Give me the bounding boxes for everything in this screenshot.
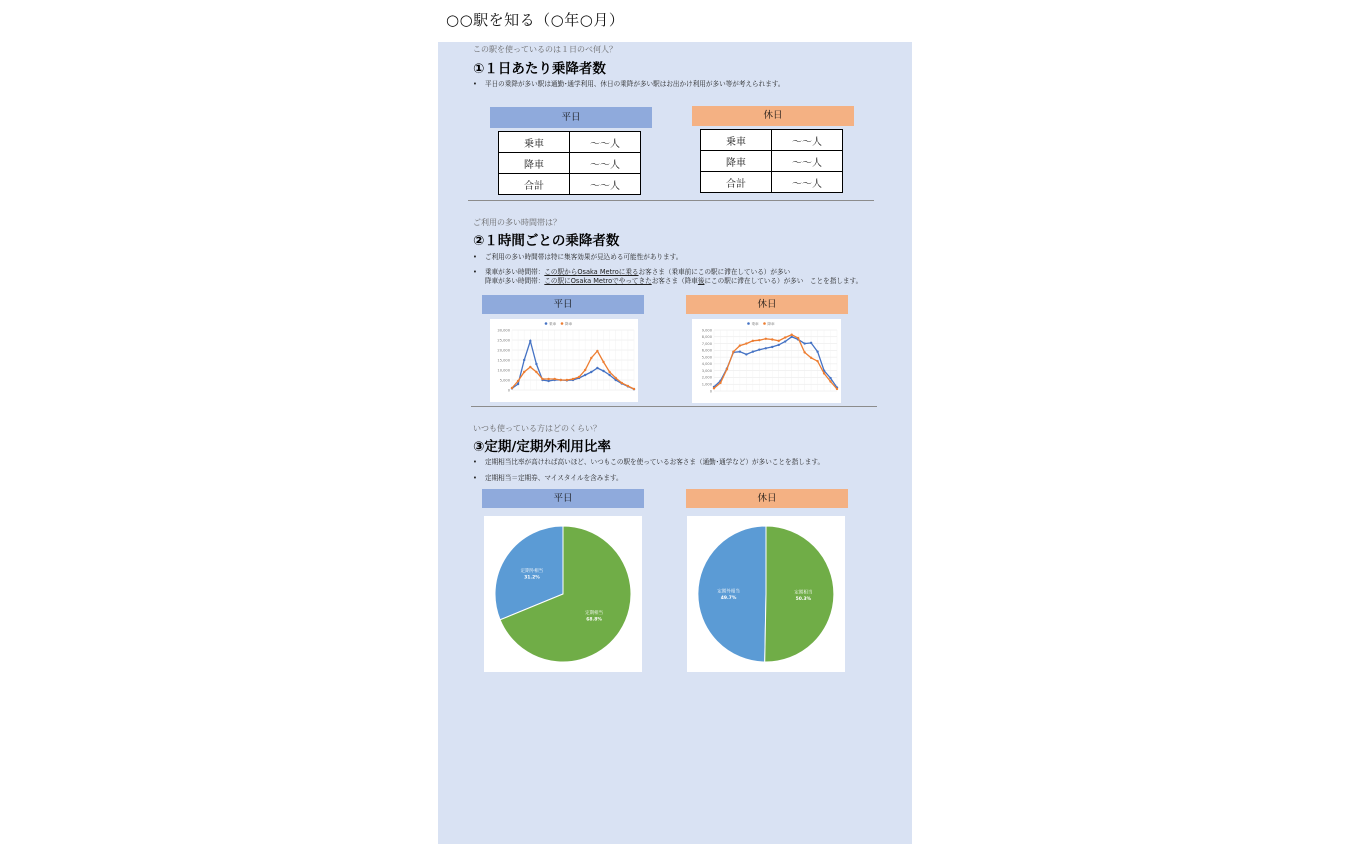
data-point — [778, 344, 780, 346]
data-point — [752, 350, 754, 352]
data-point — [584, 374, 586, 376]
data-point — [602, 370, 604, 372]
data-point — [739, 344, 741, 346]
holiday-line-chart — [692, 319, 841, 403]
table-row — [701, 151, 843, 172]
data-point — [584, 369, 586, 371]
row-value: ～～人 — [570, 132, 641, 153]
holiday-pie-chart — [687, 516, 845, 672]
section3-weekday-band: 平日 — [482, 489, 644, 508]
y-tick-label: 5,000 — [701, 355, 712, 360]
data-point — [823, 372, 825, 374]
legend-marker — [561, 322, 564, 325]
data-point — [816, 360, 818, 362]
row-label: 合計 — [701, 172, 772, 193]
data-point — [713, 387, 715, 389]
section2-question: ご利用の多い時間帯は？ — [473, 218, 561, 227]
y-tick-label: 25,000 — [497, 338, 510, 343]
y-tick-label: 2,000 — [701, 375, 712, 380]
table-row — [499, 132, 641, 153]
slice-name-label: 定期外相当 — [520, 569, 544, 575]
data-point — [615, 377, 617, 379]
section1-bullet: • 平日の乗降が多い駅は通勤･通学利用、休日の乗降が多い駅はお出かけ利用が多い等が考えられます。 — [473, 80, 785, 88]
data-point — [529, 366, 531, 368]
data-point — [797, 337, 799, 339]
data-point — [566, 379, 568, 381]
data-point — [523, 359, 525, 361]
data-point — [517, 383, 519, 385]
legend-marker — [545, 322, 548, 325]
data-point — [554, 378, 556, 380]
slice-value-label: 68.8% — [586, 617, 602, 623]
section-divider — [471, 406, 877, 407]
data-point — [784, 340, 786, 342]
row-label: 乗車 — [701, 130, 772, 151]
data-point — [596, 367, 598, 369]
data-point — [739, 350, 741, 352]
weekday-line-chart — [490, 319, 638, 402]
data-point — [758, 339, 760, 341]
data-point — [511, 387, 513, 389]
section2-bullet2: • 乗車が多い時間帯：この駅からOsaka Metroに乗るお客さま（乗車前にこの駅に滞在している）が多い — [473, 268, 791, 276]
data-point — [517, 380, 519, 382]
y-tick-label: 8,000 — [701, 335, 712, 340]
row-label: 降車 — [701, 151, 772, 172]
section2-holiday-band: 休日 — [686, 295, 848, 314]
table-row — [701, 130, 843, 151]
data-point — [836, 388, 838, 390]
section1-holiday-band: 休日 — [692, 106, 854, 126]
y-tick-label: 9,000 — [701, 328, 712, 333]
data-point — [608, 371, 610, 373]
table-row — [499, 153, 641, 174]
section3-bullet1: • 定期相当比率が高ければ高いほど、いつもこの駅を使っているお客さま（通勤･通学など）が多いことを指します。 — [473, 458, 825, 466]
holiday-count-table — [700, 129, 843, 193]
slice-value-label: 31.2% — [524, 575, 540, 581]
data-point — [590, 357, 592, 359]
data-point — [765, 338, 767, 340]
section3-question: いつも使っている方はどのくらい？ — [473, 424, 601, 433]
y-tick-label: 10,000 — [497, 368, 510, 373]
data-point — [829, 377, 831, 379]
document-page — [438, 0, 912, 844]
data-point — [778, 340, 780, 342]
data-point — [608, 374, 610, 376]
section3-bullet2: • 定期相当＝定期券、マイスタイルを含みます。 — [473, 474, 623, 482]
title-bar — [438, 0, 912, 42]
y-tick-label: 6,000 — [701, 348, 712, 353]
weekday-pie-chart — [484, 516, 642, 672]
data-point — [810, 342, 812, 344]
slice-name-label: 定期相当 — [794, 590, 813, 596]
data-point — [621, 382, 623, 384]
row-value: ～～人 — [772, 130, 843, 151]
data-point — [547, 378, 549, 380]
legend-marker — [747, 322, 750, 325]
data-point — [810, 357, 812, 359]
page-title: ○○駅を知る（○年○月） — [446, 11, 625, 29]
data-point — [784, 336, 786, 338]
data-point — [541, 378, 543, 380]
data-point — [633, 388, 635, 390]
data-point — [771, 346, 773, 348]
section-divider — [468, 200, 874, 201]
data-point — [765, 347, 767, 349]
weekday-count-table — [498, 131, 641, 195]
slice-value-label: 50.3% — [795, 596, 812, 602]
section1-heading: ①１日あたり乗降者数 — [473, 61, 606, 77]
data-point — [752, 340, 754, 342]
data-point — [535, 363, 537, 365]
data-point — [572, 378, 574, 380]
y-tick-label: 4,000 — [701, 362, 712, 367]
data-point — [790, 334, 792, 336]
row-value: ～～人 — [772, 151, 843, 172]
section1-question: この駅を使っているのは１日のべ何人？ — [473, 45, 617, 54]
table-row — [499, 174, 641, 195]
data-point — [719, 382, 721, 384]
row-value: ～～人 — [772, 172, 843, 193]
row-label: 降車 — [499, 153, 570, 174]
slice-name-label: 定期外相当 — [717, 589, 740, 595]
legend-label: 乗車 — [549, 321, 557, 326]
section2-bullet1: • ご利用の多い時間帯は特に集客効果が見込める可能性があります。 — [473, 253, 683, 261]
section2-heading: ②１時間ごとの乗降者数 — [473, 233, 620, 249]
data-point — [829, 380, 831, 382]
data-point — [529, 340, 531, 342]
slice-value-label: 49.7% — [720, 596, 737, 602]
y-tick-label: 3,000 — [701, 368, 712, 373]
section2-weekday-band: 平日 — [482, 295, 644, 314]
data-point — [803, 342, 805, 344]
data-point — [560, 379, 562, 381]
data-point — [803, 351, 805, 353]
data-point — [596, 350, 598, 352]
data-point — [590, 371, 592, 373]
row-label: 乗車 — [499, 132, 570, 153]
legend-label: 降車 — [767, 321, 775, 326]
y-tick-label: 0 — [709, 389, 712, 394]
slice-name-label: 定期相当 — [585, 610, 604, 616]
data-point — [578, 376, 580, 378]
data-point — [745, 342, 747, 344]
data-point — [535, 371, 537, 373]
y-tick-label: 20,000 — [497, 348, 510, 353]
section3-heading: ③定期/定期外利用比率 — [473, 439, 611, 455]
row-value: ～～人 — [570, 174, 641, 195]
legend-label: 乗車 — [751, 321, 759, 326]
section1-weekday-band: 平日 — [490, 107, 652, 128]
data-point — [523, 371, 525, 373]
holiday-hourly-chart — [692, 319, 841, 403]
y-tick-label: 7,000 — [701, 341, 712, 346]
table-row — [701, 172, 843, 193]
data-point — [627, 385, 629, 387]
legend-marker — [763, 322, 766, 325]
y-tick-label: 1,000 — [701, 382, 712, 387]
data-point — [745, 353, 747, 355]
holiday-ratio-chart — [687, 516, 845, 672]
data-point — [726, 368, 728, 370]
y-tick-label: 30,000 — [497, 328, 510, 333]
row-value: ～～人 — [570, 153, 641, 174]
data-point — [732, 350, 734, 352]
section2-bullet3: 降車が多い時間帯：この駅にOsaka Metroでやってきたお客さま（降車後にこの駅に滞在している）が多い ことを指します。 — [485, 277, 863, 285]
data-point — [602, 361, 604, 363]
section3-holiday-band: 休日 — [686, 489, 848, 508]
weekday-ratio-chart — [484, 516, 642, 672]
data-point — [816, 350, 818, 352]
row-label: 合計 — [499, 174, 570, 195]
y-tick-label: 0 — [507, 388, 510, 393]
legend-label: 降車 — [565, 321, 573, 326]
weekday-hourly-chart — [490, 319, 638, 402]
data-point — [771, 338, 773, 340]
y-tick-label: 15,000 — [497, 358, 510, 363]
y-tick-label: 5,000 — [499, 378, 510, 383]
data-point — [758, 348, 760, 350]
